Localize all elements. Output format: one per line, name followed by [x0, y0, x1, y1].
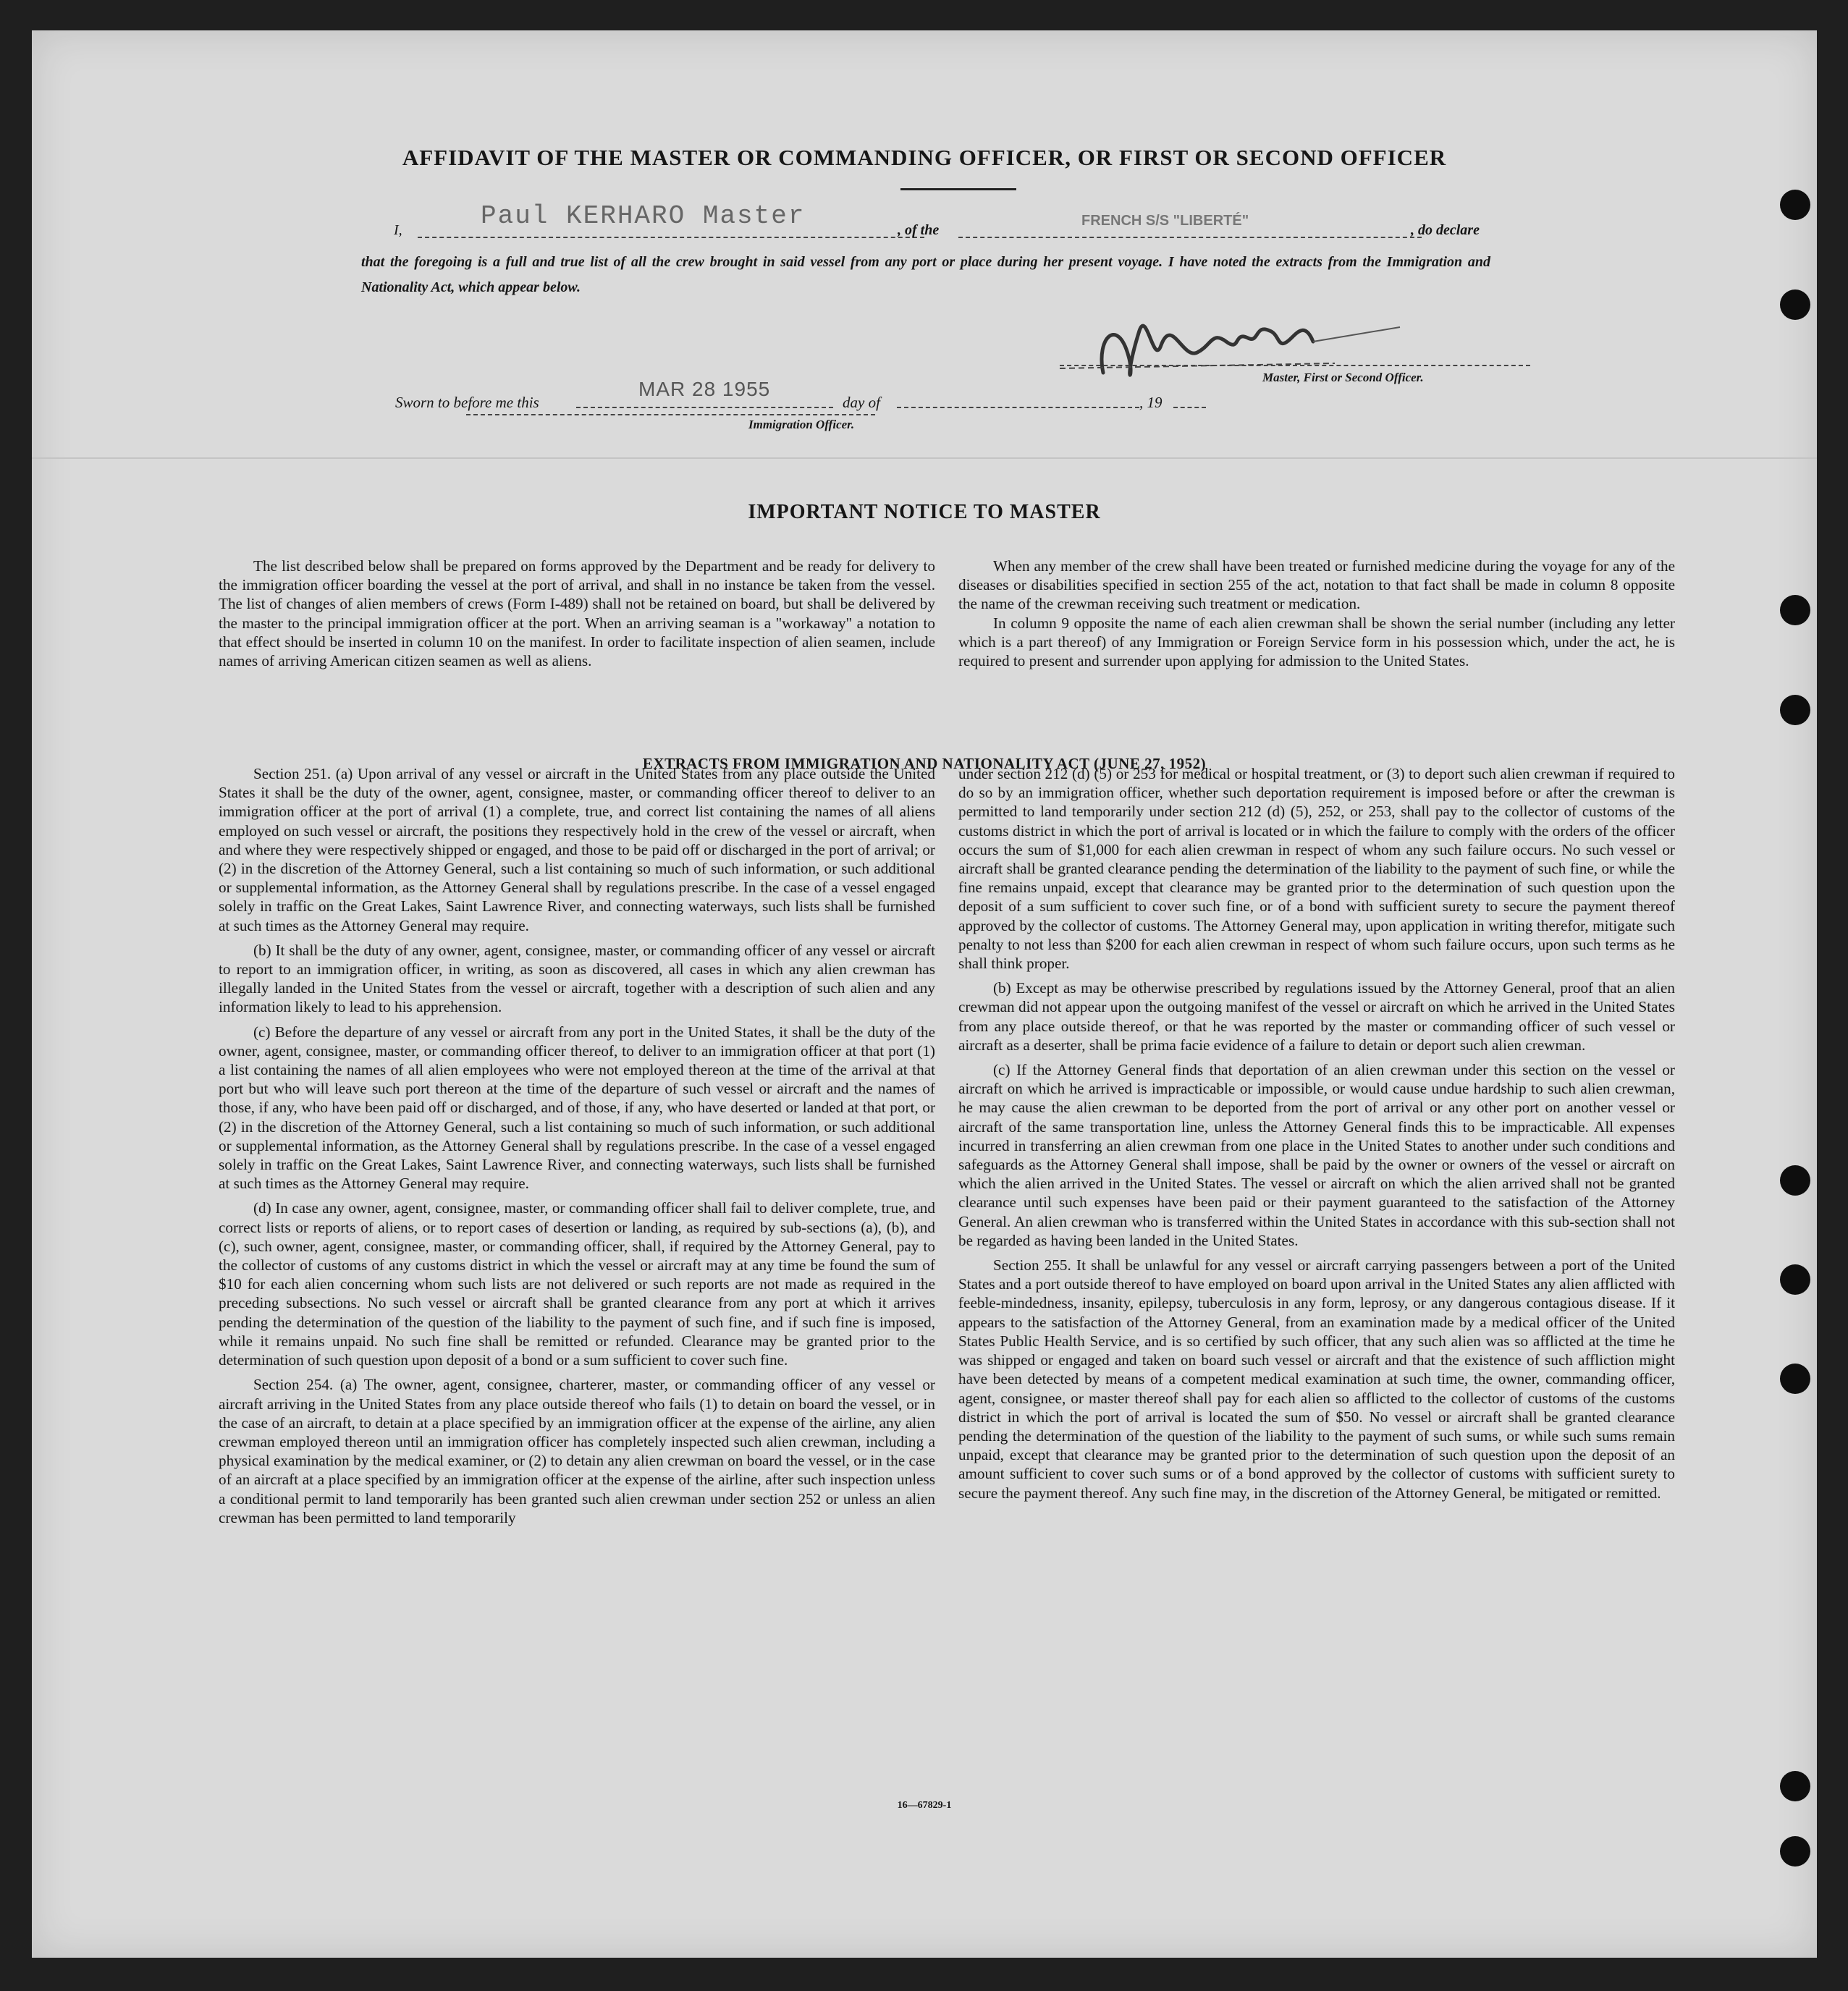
- binder-hole-icon: [1780, 289, 1810, 320]
- title-rule: [900, 188, 1016, 190]
- day-of-label: day of: [843, 394, 880, 411]
- extracts-title: EXTRACTS FROM IMMIGRATION AND NATIONALITY ACT (JUNE 27, 1952): [642, 755, 1207, 772]
- binder-hole-icon: [1780, 595, 1810, 625]
- section-251-b: (b) It shall be the duty of any owner, agent, consignee, master, or commanding officer of any vessel or aircraft to report to an immigration officer, in writing, as soon as discovered, all cases in which any alien crewman has illegally landed in the United States from the vessel or aircraft, together with a description of such alien and any information likely to lead to his apprehension.: [219, 941, 935, 1016]
- section-251-d: (d) In case any owner, agent, consignee, master, or commanding officer shall fail to deliver complete, true, and correct lists or reports of aliens, or to report cases of desertion or landing, as required by sub-sections (a), (b), and (c), such owner, agent, consignee, master, or commanding officer, shall, if required by the Attorney General, pay to the collector of customs of any customs district in which the vessel or aircraft may at any time be found the sum of $10 for each alien concerning whom such lists are not delivered or such reports are not made as required in the preceding subsections. No such vessel or aircraft shall be granted clearance from any port at which it arrives pending the determination of the question of the liability to the payment of such fine, and if such fine is imposed, while it remains unpaid. No such fine shall be remitted or refunded. Clearance may be granted prior to the determination of such question upon deposit of a bond or a sum sufficient to cover such fine.: [219, 1199, 935, 1369]
- do-declare-label: , do declare: [1411, 222, 1480, 238]
- document-page: [32, 30, 1817, 1958]
- section-251-c: (c) Before the departure of any vessel or aircraft from any port in the United States, it shall be the duty of the owner, agent, consignee, master, or commanding officer thereof, to deliver to an immigration officer at that port (1) a list containing the names of all alien employees who were not employed thereon at the time of the arrival at that port but who will leave such port thereon at the time of the departure of such vessel or aircraft and the names of those, if any, who have been paid off or discharged, and of those, if any, who have deserted or landed at that port, or (2) in the discretion of the Attorney General, such a list containing so much of such information, or such additional or supplemental information, as the Attorney General shall by regulations prescribe. In the case of a vessel engaged solely in traffic on the Great Lakes, Saint Lawrence River, and connecting waterways, such lists shall be furnished at such times as the Attorney General may require.: [219, 1023, 935, 1193]
- section-251-a: Section 251. (a) Upon arrival of any vessel or aircraft in the United States from any place outside the United States it shall be the duty of the owner, agent, consignee, master, or commanding officer thereof to deliver to an immigration officer at the port of arrival (1) a complete, true, and correct list containing the names of all aliens employed on such vessel or aircraft, the positions they respectively hold in the crew of the vessel or aircraft, when and where they were respectively shipped or engaged, and those to be paid off or discharged in the port of arrival; or (2) in the discretion of the Attorney General, such a list containing so much of such information, or such additional or supplemental information, as the Attorney General shall by regulations prescribe. In the case of a vessel engaged solely in traffic on the Great Lakes, Saint Lawrence River, and connecting waterways, such lists shall be furnished at such times as the Attorney General may require.: [219, 765, 935, 934]
- notice-right-text-1: When any member of the crew shall have been treated or furnished medicine during the voyage for any of the diseases or disabilities specified in section 255 of the act, notation to that fact shall be made in column 8 opposite the name of the crewman receiving such treatment or medication.: [958, 557, 1675, 613]
- notice-left-text: The list described below shall be prepared on forms approved by the Department and be ready for delivery to the immigration officer boarding the vessel at the port of arrival, and shall in no instance be taken from the vessel. The list of changes of alien members of crews (Form I-489) shall not be retained on board, but shall be delivered by the master to the principal immigration officer at the port. When an arriving seaman is a "workaway" a notation to that effect should be inserted in column 10 on the manifest. In order to facilitate inspection of alien seamen, include names of arriving American citizen seamen as well as aliens.: [219, 557, 935, 670]
- sworn-label: Sworn to before me this: [395, 394, 539, 411]
- binder-hole-icon: [1780, 1165, 1810, 1196]
- vessel-typed: FRENCH S/S "LIBERTÉ": [1081, 213, 1249, 229]
- notice-right-column: [958, 557, 1675, 670]
- declaration-text: that the foregoing is a full and true list of all the crew brought in said vessel from any port or place during her present voyage. I have noted the extracts from the Immigration and Nationality Act, which appear below.: [361, 254, 1490, 295]
- form-number: 16—67829-1: [897, 1800, 952, 1811]
- signature-line: [1060, 365, 1530, 366]
- section-254-a-continued: under section 212 (d) (5) or 253 for medical or hospital treatment, or (3) to deport such alien crewman if required to do so by an immigration officer, whether such deportation requirement is imposed before or after the crewman is permitted to land temporarily under section 212 (d) (5), 252, or 253, shall pay to the collector of customs of the customs district in which the port of arrival is located or in which the failure to comply with the orders of the officer occurs the sum of $1,000 for each alien crewman in respect of whom any such failure occurs. No such vessel or aircraft shall be granted clearance pending the determination of the liability to the payment of such fine, or while the fine remains unpaid, except that clearance may be granted prior to the determination of such question upon the deposit of a sum sufficient to cover such fine, or of a bond with sufficient surety to secure the payment thereof approved by the collector of customs. The Attorney General may, upon application in writing therefor, mitigate such penalty to not less than $200 for each alien crewman in respect of whom such failure occurs, upon such terms as he shall think proper.: [958, 765, 1675, 973]
- officer-signature-line: [466, 414, 875, 415]
- binder-hole-icon: [1780, 1364, 1810, 1394]
- sworn-date-stamp: MAR 28 1955: [638, 378, 771, 400]
- notice-right-text-2: In column 9 opposite the name of each alien crewman shall be shown the serial number (including any letter which is a part thereof) of any Immigration or Foreign Service form in his possession which, under the act, he is required to present and surrender upon applying for admission to the United States.: [958, 614, 1675, 670]
- affidavit-title: AFFIDAVIT OF THE MASTER OR COMMANDING OFFICER, OR FIRST OR SECOND OFFICER: [402, 145, 1447, 170]
- binder-hole-icon: [1780, 1264, 1810, 1295]
- binder-hole-icon: [1780, 190, 1810, 220]
- of-the-label: , of the: [898, 222, 940, 238]
- year-field: [1173, 385, 1206, 408]
- binder-hole-icon: [1780, 695, 1810, 725]
- section-254-c: (c) If the Attorney General finds that deportation of an alien crewman under this section on the vessel or aircraft on which he arrived is impracticable or impossible, or would cause undue hardship to such alien crewman, he may cause the alien crewman to be deported from the port of arrival or any other port on another vessel or aircraft of the same transportation line, unless the Attorney General finds this to be impracticable. All expenses incurred in transferring an alien crewman from one place in the United States to another under such conditions and safeguards as the Attorney General shall impose, shall be paid by the owner or owners of the vessel or aircraft on which the alien arrived in the United States. The vessel or aircraft on which the alien arrived shall not be granted clearance until such expenses have been paid or their payment guaranteed to the satisfaction of the Attorney General. An alien crewman who is transferred within the United States in accordance with this sub-section shall not be regarded as having been landed in the United States.: [958, 1061, 1675, 1249]
- officer-caption: Immigration Officer.: [748, 418, 855, 431]
- notice-left-column: [219, 557, 935, 670]
- year-prefix-label: , 19: [1139, 394, 1163, 411]
- signature-caption: Master, First or Second Officer.: [1262, 371, 1424, 384]
- binder-hole-icon: [1780, 1836, 1810, 1867]
- section-255: Section 255. It shall be unlawful for any vessel or aircraft carrying passengers between a port of the United States and a port outside thereof to have employed on board upon arrival in the United States any alien afflicted with feeble-mindedness, insanity, epilepsy, tuberculosis in any form, leprosy, or any dangerous contagious disease. If it appears to the satisfaction of the Attorney General, from an examination made by a medical officer of the United States Public Health Service, and is so certified by such officer, that any such alien was so afflicted at the time he was shipped or engaged and taken on board such vessel or aircraft and that the existence of such affliction might have been detected by means of a competent medical examination at such time, the owner, commanding officer, agent, consignee, or master thereof shall pay for each alien so afflicted to the collector of customs of the customs district in which the port of arrival is located the sum of $50. No vessel or aircraft shall be granted clearance pending the determination of the question of the liability to the payment of such sums, or while such sums remain unpaid, except that clearance may be granted prior to the determination of such question upon the deposit of an amount sufficient to cover such sums or of a bond approved by the collector of customs with sufficient surety to secure the payment thereof. Any such fine may, in the discretion of the Attorney General, be mitigated or remitted.: [958, 1256, 1675, 1502]
- master-name-typed: Paul KERHARO Master: [481, 201, 806, 231]
- month-field: [897, 385, 1139, 408]
- binder-hole-icon: [1780, 1771, 1810, 1801]
- affidavit-i-label: I,: [394, 222, 402, 238]
- extracts-left-column: [219, 764, 935, 1533]
- notice-title: IMPORTANT NOTICE TO MASTER: [748, 501, 1101, 523]
- fold-line: [32, 457, 1817, 459]
- extracts-right-column: [958, 764, 1675, 1508]
- section-254-a: Section 254. (a) The owner, agent, consignee, charterer, master, or commanding officer of any vessel or aircraft arriving in the United States from any place outside thereof who fails (1) to detain on board the vessel, or in the case of an aircraft, to detain at a place specified by an immigration officer at the expense of the airline, any alien crewman employed thereon until an immigration officer has completely inspected such alien crewman, including a physical examination by the medical examiner, or (2) to detain any alien crewman on board the vessel, or in the case of an aircraft at a place specified by an immigration officer at the expense of the airline, after such inspection unless a conditional permit to land temporarily has been granted such alien crewman under section 252 or unless an alien crewman has been permitted to land temporarily: [219, 1376, 935, 1526]
- section-254-b: (b) Except as may be otherwise prescribed by regulations issued by the Attorney General, proof that an alien crewman did not appear upon the outgoing manifest of the vessel or aircraft on which he arrived in the United States from any place outside thereof, or that he was reported by the master or commanding officer of such vessel or aircraft as a deserter, shall be prima facie evidence of a failure to detain or deport such alien crewman.: [958, 979, 1675, 1054]
